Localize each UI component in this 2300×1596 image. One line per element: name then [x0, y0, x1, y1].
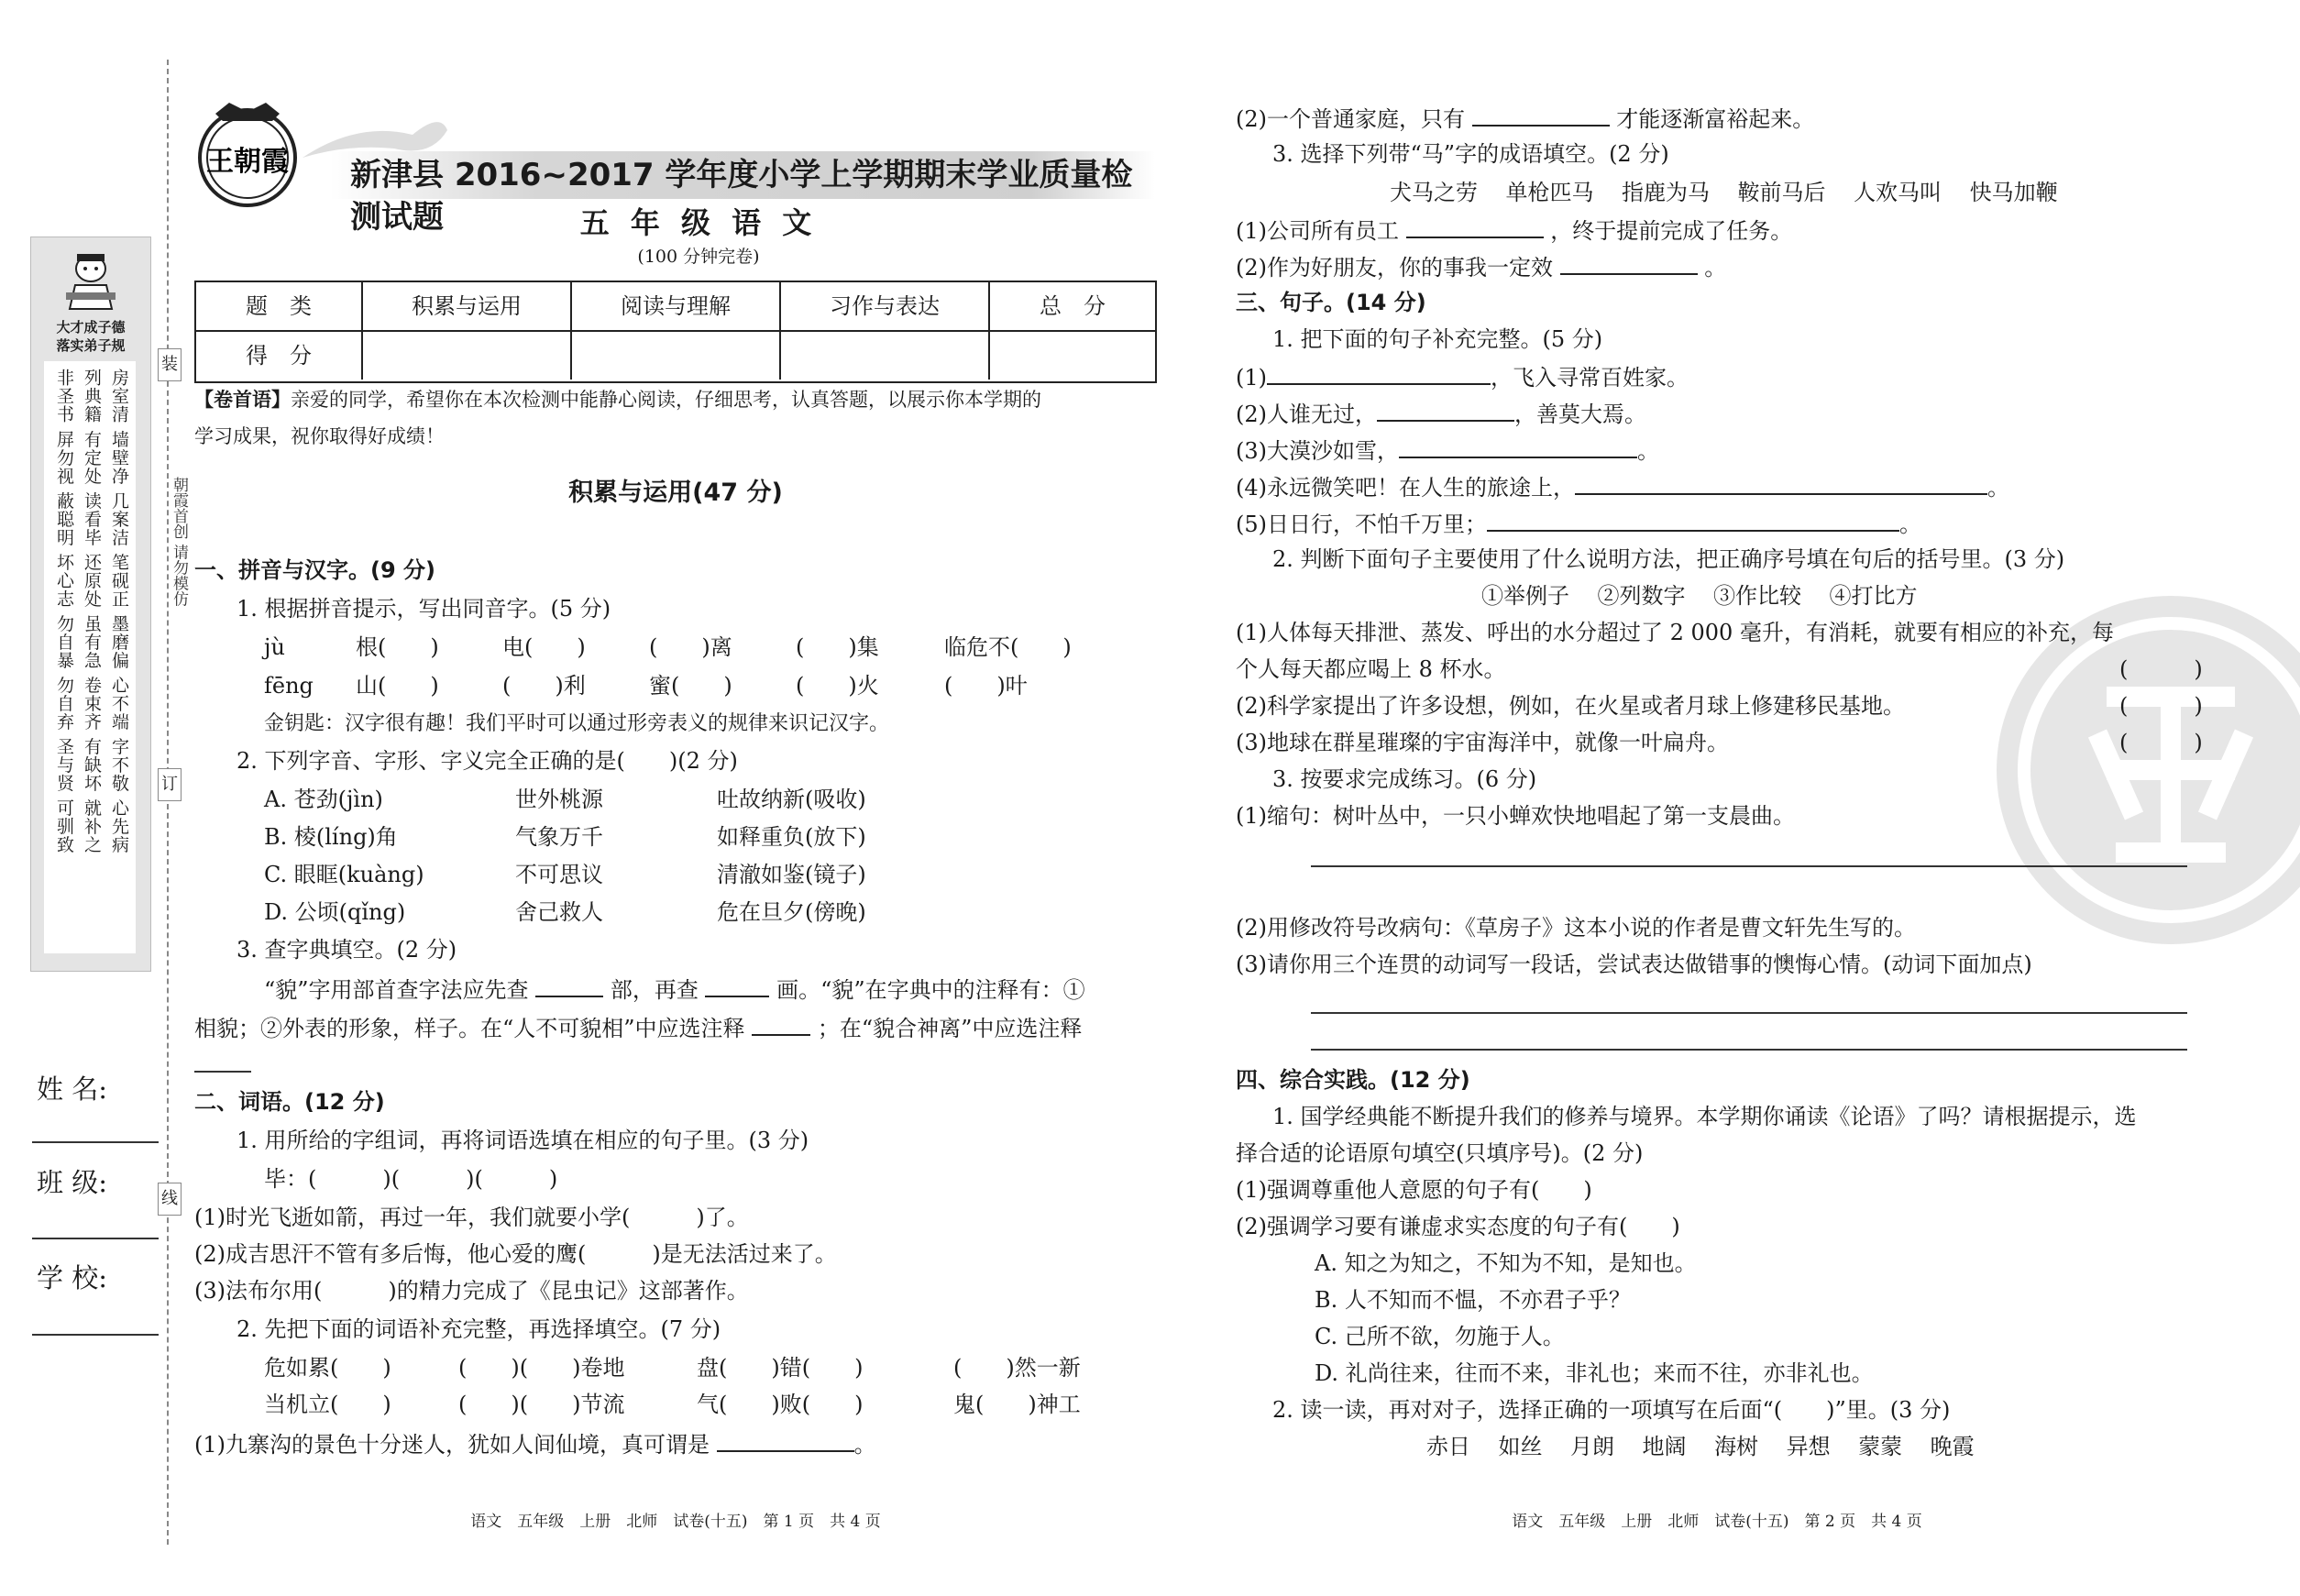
option-c-3: 清澈如鉴(镜子)	[717, 862, 866, 887]
method-1: ①举例子	[1481, 583, 1569, 609]
q3-1-s1	[1236, 359, 1689, 394]
q3-2-s2: (2)科学家提出了许多设想，例如，在火星或者月球上修建移民基地。	[1236, 693, 1905, 719]
q3-1-s2-b: ，善莫大焉。	[1514, 402, 1646, 427]
q3-3-s1-answer-line[interactable]	[1311, 865, 2187, 867]
pinyin-feng-item-2: ( )利	[502, 673, 586, 699]
q1-title: 一、拼音与汉字。(9 分)	[194, 557, 435, 583]
q3-1-s2-blank[interactable]	[1377, 396, 1514, 422]
horse-sentence-2-b: 。	[1704, 255, 1727, 281]
preface-text-2: 学习成果，祝你取得好成绩！	[194, 425, 445, 447]
q4-title: 四、综合实践。(12 分)	[1236, 1067, 1470, 1093]
footer-left: 语文 五年级 上册 北师 试卷(十五) 第 1 页 共 4 页	[470, 1513, 881, 1531]
q3-1-s3-a: (3)大漠沙如雪，	[1236, 438, 1399, 464]
q1-3-blank-2[interactable]	[705, 972, 769, 997]
q4-1-s2: (2)强调学习要有谦虚求实态度的句子有( )	[1236, 1214, 1680, 1239]
pinyin-ju: jù	[264, 634, 285, 660]
couplet-word-2: 如丝	[1498, 1434, 1543, 1459]
horse-idiom-5: 人欢马叫	[1854, 180, 1942, 205]
pinyin-ju-item-4: ( )集	[796, 634, 879, 660]
couplet-word-3: 月朗	[1570, 1434, 1615, 1459]
q3-1-s3-blank[interactable]	[1399, 433, 1637, 458]
q1-3-text-4: 相貌；②外表的形象，样子。在“人不可貌相”中应选注释	[194, 1016, 745, 1041]
horse-idiom-1: 犬马之劳	[1390, 180, 1478, 205]
logo-text: 王朝霞	[206, 146, 289, 178]
q3-1-s5-a: (5)日日行，不怕千万里；	[1236, 512, 1487, 537]
q4-1-a: 1. 国学经典能不断提升我们的修养与境界。本学期你诵读《论语》了吗？请根据提示，选	[1272, 1104, 2137, 1129]
rules-column-1: 非圣书 屏勿视 蔽聪明 坏心志 勿自暴 勿自弃 圣与贤 可驯致	[54, 369, 74, 854]
r-sentence-2	[1236, 101, 1814, 136]
couplet-word-6: 异想	[1786, 1434, 1831, 1459]
q3-title: 三、句子。(14 分)	[1236, 290, 1426, 315]
option-b-2: 气象万千	[515, 824, 603, 850]
q3-1: 1. 把下面的句子补充完整。(5 分)	[1272, 326, 1603, 352]
q4-option-a: A. 知之为知之，不知为不知，是知也。	[1315, 1250, 1697, 1276]
q1-3-text-2: 部，再查	[610, 977, 699, 1003]
q2-2-word-6: ( )( )节流	[458, 1392, 625, 1417]
method-3: ③作比较	[1713, 583, 1802, 609]
q1-1: 1. 根据拼音提示，写出同音字。(5 分)	[237, 596, 611, 622]
option-a-3: 吐故纳新(吸收)	[717, 787, 866, 812]
horse-sentence-2-a: (2)作为好朋友，你的事我一定效	[1236, 255, 1553, 281]
footer-right: 语文 五年级 上册 北师 试卷(十五) 第 2 页 共 4 页	[1512, 1513, 1922, 1531]
q2-title: 二、词语。(12 分)	[194, 1089, 385, 1115]
q2-3: 3. 选择下列带“马”字的成语填空。(2 分)	[1272, 141, 1669, 167]
option-c-1: C. 眼眶(kuàng)	[264, 862, 424, 887]
exam-duration: (100 分钟完卷)	[637, 247, 760, 267]
couplet-word-5: 海树	[1714, 1434, 1759, 1459]
score-table-header-reading: 阅读与理解	[572, 282, 781, 330]
q3-1-s4-b: 。	[1987, 475, 2009, 501]
score-cell-writing[interactable]	[781, 332, 990, 380]
q3-1-s5-b: 。	[1899, 512, 1921, 537]
couplet-words	[1426, 1430, 1975, 1463]
horse-sentence-2-blank[interactable]	[1560, 249, 1698, 275]
q3-2-s1-answer[interactable]: ( )	[2119, 656, 2203, 682]
school-label: 学 校:	[37, 1262, 107, 1293]
pinyin-feng-item-1: 山( )	[356, 673, 439, 699]
binding-mark-xian: 线	[158, 1183, 182, 1216]
q3-3: 3. 按要求完成练习。(6 分)	[1272, 766, 1537, 792]
score-cell-reading[interactable]	[572, 332, 781, 380]
rules-column-2: 列典籍 有定处 读看毕 还原处 虽有急 卷束齐 有缺坏 就补之	[82, 369, 102, 854]
pinyin-ju-item-1: 根( )	[356, 634, 439, 660]
q2-2-sentence-1-blank[interactable]	[717, 1426, 854, 1452]
horse-idiom-6: 快马加鞭	[1969, 180, 2058, 205]
q2-2-word-7: 气( )败( )	[697, 1392, 864, 1417]
score-table-score-row	[196, 332, 1155, 380]
couplet-word-7: 蒙蒙	[1858, 1434, 1903, 1459]
q3-1-s1-blank[interactable]	[1267, 359, 1491, 385]
mascot-caption-2: 落实弟子规	[56, 337, 126, 354]
option-c-2: 不可思议	[515, 862, 603, 887]
name-label: 姓 名:	[37, 1073, 107, 1105]
q1-3-blank-3[interactable]	[752, 1010, 810, 1036]
couplet-word-4: 地阔	[1642, 1434, 1687, 1459]
q1-3: 3. 查字典填空。(2 分)	[237, 937, 457, 963]
q2-1: 1. 用所给的字组词，再将词语选填在相应的句子里。(3 分)	[237, 1128, 809, 1153]
q2-2-word-3: 盘( )错( )	[697, 1355, 864, 1381]
preface-label: 【卷首语】	[194, 388, 291, 411]
q1-3-line-1	[264, 972, 1153, 1007]
pinyin-ju-item-5: 临危不( )	[944, 634, 1072, 660]
pinyin-feng-item-4: ( )火	[796, 673, 879, 699]
q2-2-word-8: 鬼( )神工	[953, 1392, 1081, 1417]
rules-column-3: 房室清 墙壁净 几案洁 笔砚正 墨磨偏 心不端 字不敬 心先病	[109, 369, 129, 854]
name-field[interactable]	[32, 1141, 159, 1143]
horse-idiom-2: 单枪匹马	[1505, 180, 1594, 205]
horse-idioms	[1390, 176, 2058, 209]
score-table-header-writing: 习作与表达	[781, 282, 990, 330]
binding-note: 朝霞首创 请勿模仿	[170, 477, 188, 607]
score-table	[194, 281, 1157, 383]
q4-option-c: C. 己所不欲，勿施于人。	[1315, 1324, 1565, 1349]
q3-2-s3: (3)地球在群星璀璨的宇宙海洋中，就像一叶扁舟。	[1236, 730, 1729, 755]
q3-2-s1-b: 个人每天都应喝上 8 杯水。	[1236, 656, 1506, 682]
score-table-header-type: 题 类	[196, 282, 363, 330]
mascot-icon	[57, 248, 125, 313]
binding-dashed-line	[167, 60, 169, 1545]
q3-3-s3-answer-line-2[interactable]	[1311, 1049, 2187, 1051]
option-a-2: 世外桃源	[515, 787, 603, 812]
binding-mark-ding: 订	[158, 768, 182, 801]
method-2: ②列数字	[1597, 583, 1686, 609]
class-field[interactable]	[32, 1238, 159, 1239]
q2-1-char: 毕：( )( )( )	[264, 1166, 558, 1192]
q4-option-d: D. 礼尚往来，往而不来，非礼也；来而不往，亦非礼也。	[1315, 1360, 1874, 1386]
exam-title: 新津县 2016~2017 学年度小学上学期期末学业质量检测试题	[350, 157, 1133, 236]
couplet-word-1: 赤日	[1426, 1434, 1470, 1459]
q4-2: 2. 读一读，再对对子，选择正确的一项填写在后面“( )”里。(3 分)	[1272, 1397, 1951, 1423]
mascot-caption-1: 大才成子德	[56, 319, 126, 336]
score-table-header-total: 总 分	[1040, 293, 1106, 319]
r-sentence-2-blank[interactable]	[1472, 101, 1610, 127]
option-b-1: B. 棱(líng)角	[264, 824, 398, 850]
q2-2-word-5: 当机立( )	[264, 1392, 391, 1417]
q2-2-sentence-1-text: (1)九寨沟的景色十分迷人，犹如人间仙境，真可谓是	[194, 1432, 710, 1458]
q3-2-s1-a: (1)人体每天排泄、蒸发、呼出的水分超过了 2 000 毫升，有消耗，就要有相应的补充，每	[1236, 620, 2114, 645]
q3-1-s1-a: (1)	[1236, 365, 1267, 391]
q1-3-text-5: ；在“貌合神离”中应选注释	[817, 1016, 1083, 1041]
q1-3-text-1: “貌”字用部首查字法应先查	[264, 977, 529, 1003]
option-d-3: 危在旦夕(傍晚)	[717, 899, 866, 925]
option-b-3: 如释重负(放下)	[717, 824, 866, 850]
q3-3-s2: (2)用修改符号改病句：《草房子》这本小说的作者是曹文轩先生写的。	[1236, 915, 1916, 941]
exam-subject: 五 年 级 语 文	[579, 205, 818, 240]
q2-2-sentence-1: (1)九寨沟的景色十分迷人，犹如人间仙境，真可谓是 。	[194, 1426, 876, 1461]
q3-1-s4	[1236, 469, 2009, 504]
q3-2-s3-answer[interactable]: ( )	[2119, 730, 2203, 755]
pinyin-ju-item-3: ( )离	[649, 634, 732, 660]
q3-1-s1-b: ，飞入寻常百姓家。	[1491, 365, 1689, 391]
q3-1-s2	[1236, 396, 1646, 431]
methods-list	[1481, 579, 1918, 612]
section-title-accumulation: 积累与运用(47 分)	[568, 479, 783, 507]
q2-2-word-4: ( )然一新	[953, 1355, 1081, 1381]
horse-sentence-2	[1236, 249, 1726, 284]
score-cell-total[interactable]	[990, 332, 1155, 380]
school-field[interactable]	[32, 1334, 159, 1336]
q3-1-s2-a: (2)人谁无过，	[1236, 402, 1377, 427]
q2-1-sentence-1: (1)时光飞逝如箭，再过一年，我们就要小学( )了。	[194, 1205, 749, 1230]
horse-sentence-1	[1236, 213, 1792, 248]
binding-mark-zhuang: 装	[158, 348, 182, 381]
q4-1-b: 择合适的论语原句填空(只填序号)。(2 分)	[1236, 1140, 1644, 1166]
option-d-1: D. 公顷(qǐng)	[264, 899, 406, 925]
logo-emblem-icon	[188, 101, 307, 211]
r-sentence-2-b: 才能逐渐富裕起来。	[1616, 106, 1815, 132]
q4-1-s1: (1)强调尊重他人意愿的句子有( )	[1236, 1177, 1592, 1203]
couplet-word-8: 晚霞	[1930, 1434, 1975, 1459]
q2-2: 2. 先把下面的词语补充完整，再选择填空。(7 分)	[237, 1316, 721, 1342]
horse-sentence-1-blank[interactable]	[1406, 213, 1544, 238]
option-d-2: 舍己救人	[515, 899, 603, 925]
class-label: 班 级:	[37, 1167, 107, 1198]
q3-1-s4-a: (4)永远微笑吧！在人生的旅途上，	[1236, 475, 1575, 501]
score-table-score-label: 得 分	[196, 332, 363, 380]
q3-1-s4-blank[interactable]	[1575, 469, 1987, 495]
horse-sentence-1-b: ，终于提前完成了任务。	[1550, 218, 1793, 244]
score-cell-accumulation[interactable]	[363, 332, 572, 380]
rules-text-box	[44, 361, 136, 953]
q3-1-s5	[1236, 506, 1921, 541]
q3-1-s5-blank[interactable]	[1487, 506, 1899, 532]
q3-1-s3-b: 。	[1637, 438, 1659, 464]
q2-1-sentence-2: (2)成吉思汗不管有多后悔，他心爱的鹰( )是无法活过来了。	[194, 1241, 837, 1267]
q1-3-blank-4[interactable]	[194, 1071, 251, 1073]
horse-sentence-1-a: (1)公司所有员工	[1236, 218, 1399, 244]
option-a-1: A. 苍劲(jìn)	[264, 787, 383, 812]
pinyin-feng-item-3: 蜜( )	[649, 673, 732, 699]
q2-2-word-1: 危如累( )	[264, 1355, 391, 1381]
golden-key-note: 金钥匙：汉字很有趣！我们平时可以通过形旁表义的规律来识记汉字。	[264, 712, 890, 735]
pinyin-ju-item-2: 电( )	[502, 634, 586, 660]
q3-3-s1: (1)缩句：树叶丛中，一只小蝉欢快地唱起了第一支晨曲。	[1236, 803, 1795, 829]
q1-3-line-2	[194, 1010, 1157, 1045]
q4-option-b: B. 人不知而不愠，不亦君子乎？	[1315, 1287, 1631, 1313]
score-table-header-accumulation: 积累与运用	[363, 282, 572, 330]
score-table-header-row	[196, 282, 1155, 332]
q3-3-s3-answer-line-1[interactable]	[1311, 1012, 2187, 1014]
q2-2-word-2: ( )( )卷地	[458, 1355, 625, 1381]
r-sentence-2-a: (2)一个普通家庭，只有	[1236, 106, 1465, 132]
pinyin-feng: fēng	[264, 673, 314, 699]
preface	[194, 381, 1157, 455]
preface-text-1: 亲爱的同学，希望你在本次检测中能静心阅读，仔细思考，认真答题，以展示你本学期的	[291, 389, 1041, 411]
q3-2-s2-answer[interactable]: ( )	[2119, 693, 2203, 719]
side-rules-panel	[30, 237, 151, 972]
method-4: ④打比方	[1829, 583, 1918, 609]
q1-2: 2. 下列字音、字形、字义完全正确的是( )(2 分)	[237, 748, 738, 774]
q1-3-blank-1[interactable]	[535, 972, 603, 997]
q3-2: 2. 判断下面句子主要使用了什么说明方法，把正确序号填在句后的括号里。(3 分)	[1272, 546, 2065, 572]
q3-1-s3	[1236, 433, 1659, 468]
horse-idiom-4: 鞍前马后	[1737, 180, 1826, 205]
pinyin-feng-item-5: ( )叶	[944, 673, 1028, 699]
q1-3-text-3: 画。“貌”在字典中的注释有：①	[776, 977, 1085, 1003]
q2-1-sentence-3: (3)法布尔用( )的精力完成了《昆虫记》这部著作。	[194, 1278, 749, 1304]
q3-3-s3: (3)请你用三个连贯的动词写一段话，尝试表达做错事的懊悔心情。(动词下面加点)	[1236, 952, 2032, 977]
horse-idiom-3: 指鹿为马	[1622, 180, 1711, 205]
